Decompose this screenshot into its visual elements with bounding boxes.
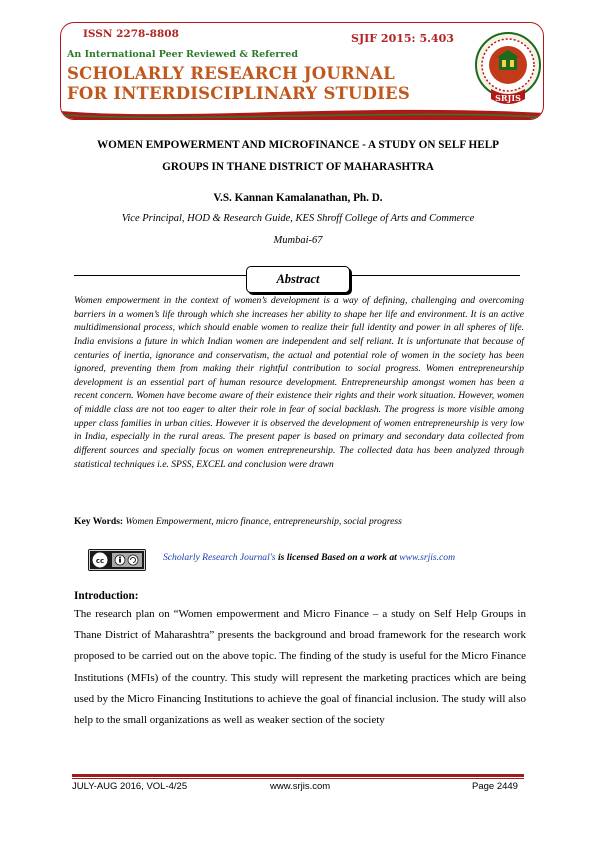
keywords-label: Key Words:: [74, 516, 124, 527]
sjif-label: SJIF 2015: 5.403: [351, 32, 454, 45]
site-link[interactable]: www.srjis.com: [399, 552, 456, 563]
svg-text:cc: cc: [95, 557, 105, 565]
abstract-heading: Abstract: [246, 266, 350, 293]
journal-banner: [60, 22, 544, 120]
journal-seal-icon: [473, 29, 543, 117]
author-name: V.S. Kannan Kamalanathan, Ph. D.: [213, 192, 383, 204]
footer-site: www.srjis.com: [270, 781, 331, 792]
banner-wave-decoration: [61, 103, 544, 120]
affiliation-line2: Mumbai-67: [273, 235, 323, 246]
peer-review-label: An International Peer Reviewed & Referred: [67, 49, 298, 60]
paper-title-line1: WOMEN EMPOWERMENT AND MICROFINANCE - A STUDY ON SELF HELP: [96, 139, 500, 151]
paper-title-line2: GROUPS IN THANE DISTRICT OF MAHARASHTRA: [162, 161, 434, 173]
journal-title-line2: FOR INTERDISCIPLINARY STUDIES: [67, 84, 410, 103]
journal-title-line1: SCHOLARLY RESEARCH JOURNAL: [67, 64, 395, 83]
affiliation-line1: Vice Principal, HOD & Research Guide, KES Shroff College of Arts and Commerce: [121, 213, 475, 224]
footer-rule-thick: [72, 774, 524, 777]
license-middle-text: is licensed Based on a work at: [275, 552, 400, 563]
footer-issue: JULY-AUG 2016, VOL-4/25: [72, 781, 188, 792]
keywords: [74, 515, 524, 528]
license-statement: [163, 552, 455, 563]
seal-text: SRJIS: [495, 93, 521, 103]
journal-link[interactable]: Scholarly Research Journal's: [163, 552, 276, 563]
introduction-heading: Introduction:: [74, 590, 139, 602]
keywords-text: Women Empowerment, micro finance, entrepreneurship, social progress: [123, 516, 402, 527]
paper-title: [70, 134, 526, 178]
footer-page-number: Page 2449: [472, 781, 518, 792]
footer-rule-thin: [72, 778, 524, 779]
issn-label: ISSN 2278-8808: [83, 28, 179, 40]
author-affiliation: [70, 208, 526, 252]
creative-commons-icon: [88, 549, 146, 571]
abstract-text: Women empowerment in the context of women’s development is a way of defining, challenging and overcoming barriers in a women’s life through which she increases her ability to shape her life and environment. It is an active multidimensional process, which should enable women to realize their full identity and power in all spheres of life. India envisions a future in which Indian women are independent and self reliant. It is unfortunate that because of centuries of inertia, ignorance and conservatism, the actual and potential role of women in the society has been ignored, preventing them from making their rightful contribution to social progress. Women entrepreneurship development is an essential part of human resource development. Entrepreneurship amongst women has been a recent concern. Women have become aware of their existence their rights and their work situation. However, women of middle class are not too eager to alter their role in fear of social backlash. The progress is more visible among upper class families in urban cities. However it is observed the development of women entrepreneurship is very low in India, especially in the rural areas. The present paper is based on primary and secondary data collected from different sources and specially focus on women entrepreneurship. The collected data has been analyzed through statistical techniques i.e. SPSS, EXCEL and conclusion were drawn: [74, 295, 524, 470]
introduction-text: The research plan on “Women empowerment and Micro Finance – a study on Self Help Groups in Thane District of Maharashtra” presents the background and broad framework for the research work proposed to be carried out on the above topic. The finding of the study is useful for the Micro Finance Institutions (MFIs) of the country. This study will represent the marketing practices which are being used by the Micro Financing Institutions to achieve the goal of financial inclusion. The study will also help to the small organizations as well as weaker section of the society: [74, 608, 526, 727]
